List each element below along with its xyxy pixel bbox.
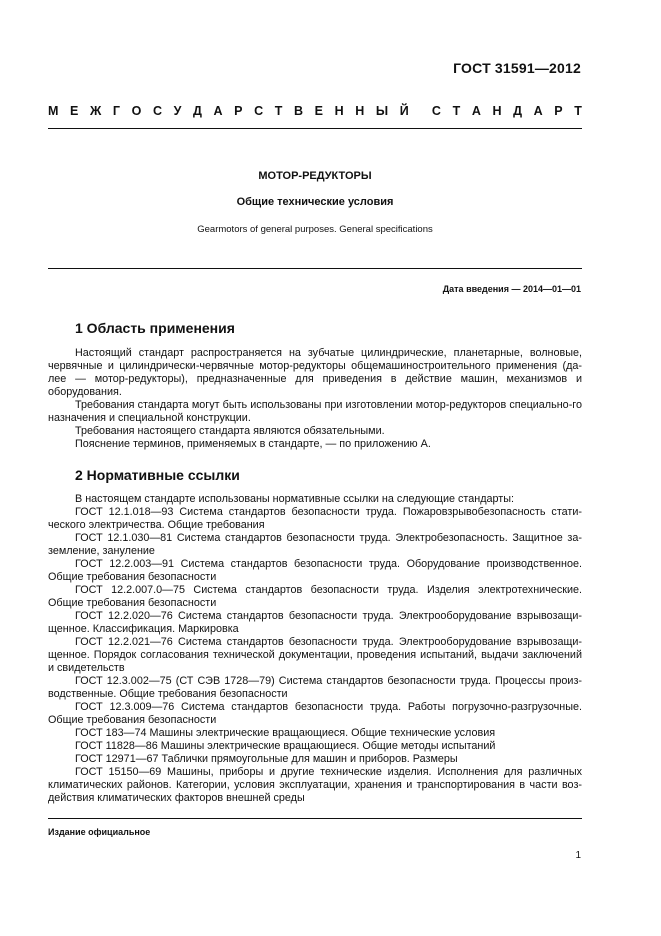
band-letter: Р <box>554 104 563 118</box>
band-letter: Н <box>492 104 502 118</box>
reference-item: ГОСТ 183—74 Машины электрические вращающиеся. Общие технические условия <box>75 727 496 739</box>
band-letter: Ы <box>375 104 389 118</box>
band-letter: С <box>254 104 264 118</box>
band-letter: А <box>213 104 223 118</box>
band-letter: А <box>533 104 543 118</box>
page-number: 1 <box>575 850 581 861</box>
reference-item: ГОСТ 12.1.018—93 Система стандартов безопасности труда. Пожаровзрывобезопасность стати-ческого электричества. Общие требования <box>48 506 582 531</box>
band-letter: Р <box>234 104 243 118</box>
reference-item: ГОСТ 12.2.020—76 Система стандартов безопасности труда. Электрооборудование взрывозащи-щенное. Классификация. Маркировка <box>48 610 582 635</box>
band-letter: Е <box>314 104 323 118</box>
band-letter: Д <box>513 104 522 118</box>
band-letter: Д <box>192 104 202 118</box>
official-edition-label: Издание официальное <box>48 827 151 837</box>
band-letter: Г <box>112 104 120 118</box>
reference-item: ГОСТ 12.2.021—76 Система стандартов безопасности труда. Электрооборудование взрывозащи-щенное. Порядок согласования технической документации, проведения испытаний, выдачи заключений и свидетельств <box>48 636 582 674</box>
band-letter: Т <box>574 104 582 118</box>
footer-rule <box>48 818 582 819</box>
reference-item: ГОСТ 12971—67 Таблички прямоугольные для машин и приборов. Размеры <box>75 753 458 765</box>
band-letter: Ж <box>89 104 102 118</box>
band-letter: Й <box>399 104 409 118</box>
reference-item: ГОСТ 12.2.003—91 Система стандартов безопасности труда. Оборудование производственное. Общие требования безопасности <box>48 558 582 583</box>
section-1-heading: 1 Область применения <box>75 320 235 336</box>
section-2-heading: 2 Нормативные ссылки <box>75 467 240 483</box>
paragraph: В настоящем стандарте использованы нормативные ссылки на следующие стандарты: <box>75 493 514 505</box>
introduction-date: Дата введения — 2014—01—01 <box>442 284 581 294</box>
band-letter: Т <box>452 104 461 118</box>
english-title: Gearmotors of general purposes. General specifications <box>197 224 433 235</box>
band-letter: С <box>152 104 162 118</box>
reference-item: ГОСТ 11828—86 Машины электрические вращающиеся. Общие методы испытаний <box>75 740 496 752</box>
band-letter: А <box>471 104 481 118</box>
band-letter: Н <box>334 104 344 118</box>
reference-item: ГОСТ 12.1.030—81 Система стандартов безопасности труда. Электробезопасность. Защитное за-земление, зануление <box>48 532 582 557</box>
document-subtitle: Общие технические условия <box>236 196 394 208</box>
paragraph: Пояснение терминов, применяемых в стандарте, — по приложению А. <box>75 438 431 450</box>
section-2-body <box>48 493 582 805</box>
title-rule <box>48 268 582 269</box>
band-letter: У <box>173 104 182 118</box>
band-letter: М <box>48 104 59 118</box>
reference-item: ГОСТ 12.3.009—76 Система стандартов безопасности труда. Работы погрузочно-разгрузочные. Общие требования безопасности <box>48 701 582 726</box>
band-letter: О <box>131 104 142 118</box>
band-letter: Е <box>70 104 79 118</box>
header-rule <box>48 128 582 129</box>
section-1-body <box>48 347 582 451</box>
band-letter: В <box>293 104 304 118</box>
reference-item: ГОСТ 12.2.007.0—75 Система стандартов безопасности труда. Изделия электротехнические. Общие требования безопасности <box>48 584 582 609</box>
document-title: МОТОР-РЕДУКТОРЫ <box>258 170 372 182</box>
paragraph: Требования настоящего стандарта являются обязательными. <box>75 425 385 437</box>
band-letter: Т <box>274 104 283 118</box>
band-letter: Н <box>355 104 365 118</box>
document-code: ГОСТ 31591—2012 <box>453 60 581 76</box>
interstate-standard-band <box>48 104 582 118</box>
paragraph: Требования стандарта могут быть использованы при изготовлении мотор-редукторов специально-го назначения и специальной конструкции. <box>48 399 582 424</box>
reference-item: ГОСТ 12.3.002—75 (СТ СЭВ 1728—79) Система стандартов безопасности труда. Процессы произ-водственные. Общие требования безопасности <box>48 675 582 700</box>
band-letter: С <box>431 104 441 118</box>
paragraph: Настоящий стандарт распространяется на зубчатые цилиндрические, планетарные, волновые, червячные и цилиндрически-червячные мотор-редукторы общемашиностроительного применения (да-лее — мотор-редукторы), предназначенные для приведения в действие машин, механизмов и оборудования. <box>48 347 582 398</box>
reference-item: ГОСТ 15150—69 Машины, приборы и другие технические изделия. Исполнения для различных климатических районов. Категории, условия эксплуатации, хранения и транспортирования в части воз-действия климатических факторов внешней среды <box>48 766 582 804</box>
